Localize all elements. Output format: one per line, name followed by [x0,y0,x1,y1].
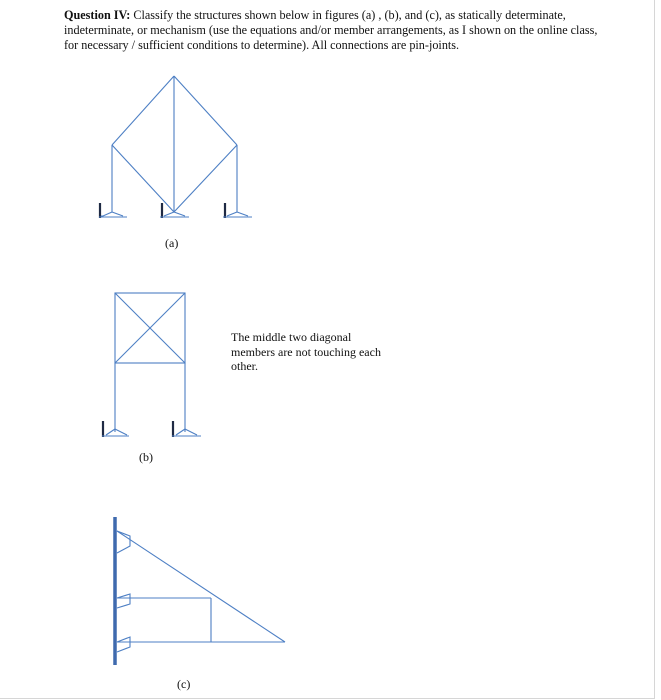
pin-support [99,203,127,218]
figure-b-structure [102,293,201,437]
pin-support [172,421,201,437]
wall-pin-support [117,637,130,652]
figure-a-structure [99,76,252,218]
member [112,145,174,212]
member [117,531,285,642]
figure-b-label: (b) [139,450,153,464]
wall-pin-support [117,594,130,608]
member [112,76,174,145]
figure-c-structure [115,517,285,665]
wall-pin-support [117,531,130,553]
member [174,145,237,212]
question-lead: Question IV: [64,8,131,22]
figure-b-note: The middle two diagonal members are not touching each other. [231,330,381,373]
figure-a-label: (a) [165,236,179,250]
figure-c-label: (c) [177,677,191,691]
member [174,76,237,145]
question-body: Classify the structures shown below in figures (a) , (b), and (c), as statically determinate, indeterminate, or mechanism (use the equations and/or member arrangements, as I shown on the online class, for necessary / sufficient conditions to determine). All connections are pin-joints. [64,8,598,52]
